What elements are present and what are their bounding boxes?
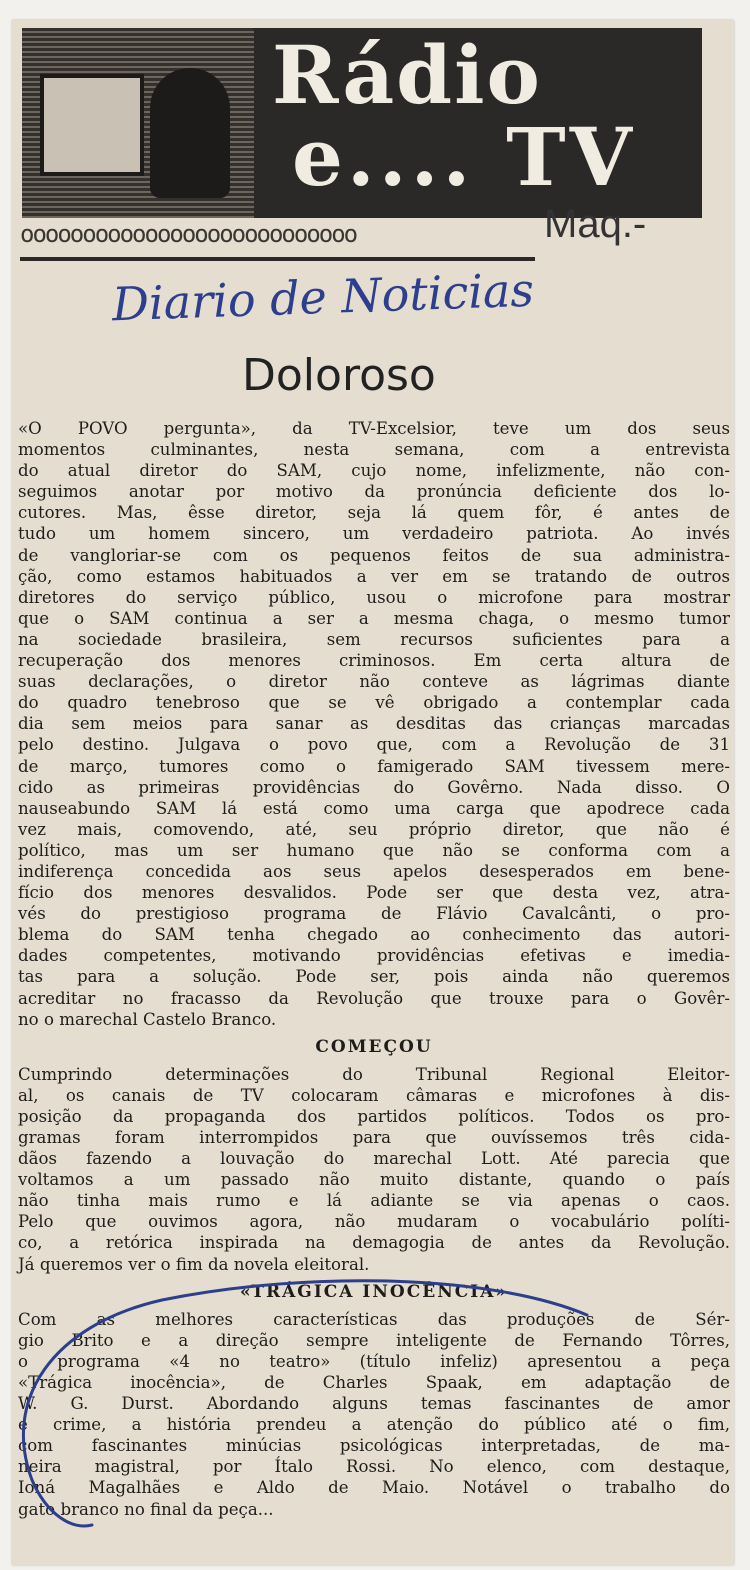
headline: Doloroso [242, 350, 436, 401]
handwritten-maq-note: Maq.- [544, 202, 647, 246]
decorative-border: ooooooooooooooooooooooooooo [20, 220, 357, 248]
text-line: voltamos a um passado não muito distante, quando o país [18, 1170, 730, 1190]
text-line: co, a retórica inspirada na demagogia de antes da Revolução. [18, 1233, 730, 1253]
text-line: gio Brito e a direção sempre inteligente de Fernando Tôrres, [18, 1330, 730, 1350]
text-line: momentos culminantes, nesta semana, com a entrevista [18, 440, 730, 460]
masthead [22, 28, 702, 218]
text-line: fício dos menores desvalidos. Pode ser que desta vez, atra- [18, 883, 730, 903]
text-line: vez mais, comovendo, até, seu próprio diretor, que não é [18, 819, 730, 839]
text-line: Ioná Magalhães e Aldo de Maio. Notável o trabalho do [18, 1478, 730, 1498]
text-line: pelo destino. Julgava o povo que, com a Revolução de 31 [18, 735, 730, 755]
text-line: tudo um homem sincero, um verdadeiro patriota. Ao invés [18, 524, 730, 544]
masthead-photo [22, 28, 254, 218]
text-line: dia sem meios para sanar as desditas das crianças marcadas [18, 714, 730, 734]
text-line: posição da propaganda dos partidos políticos. Todos os pro- [18, 1106, 730, 1126]
text-line: cutores. Mas, êsse diretor, seja lá quem fôr, é antes de [18, 503, 730, 523]
text-line: al, os canais de TV colocaram câmaras e microfones à dis- [18, 1085, 730, 1105]
text-line: dades competentes, motivando providências efetivas e imedia- [18, 946, 730, 966]
text-line: diretores do serviço público, usou o microfone para mostrar [18, 587, 730, 607]
intro-paragraph [18, 418, 730, 1030]
text-line: vés do prestigioso programa de Flávio Cavalcânti, o pro- [18, 904, 730, 924]
masthead-title-line2: e.... TV [292, 110, 636, 204]
article-body [18, 418, 730, 1520]
text-line: seguimos anotar por motivo da pronúncia deficiente dos lo- [18, 482, 730, 502]
text-line: que o SAM continua a ser a mesma chaga, o mesmo tumor [18, 608, 730, 628]
text-line: e crime, a história prendeu a atenção do público até o fim, [18, 1415, 730, 1435]
section-title-comecou: COMEÇOU [315, 1036, 433, 1057]
section1-paragraph [18, 1064, 730, 1275]
masthead-title-line1: Rádio [272, 28, 542, 122]
text-line: gato branco no final da peça... [18, 1499, 274, 1519]
text-line: o programa «4 no teatro» (título infeliz) apresentou a peça [18, 1351, 730, 1371]
section-title-tragica-inocencia: «TRÁGICA INOCÊNCIA» [239, 1281, 509, 1302]
handwritten-source-note: Diario de Noticias [111, 262, 535, 332]
text-line: na sociedade brasileira, sem recursos suficientes para a [18, 629, 730, 649]
text-line: de vangloriar-se com os pequenos feitos de sua administra- [18, 545, 730, 565]
text-line: Cumprindo determinações do Tribunal Regional Eleitor- [18, 1064, 730, 1084]
text-line: tas para a solução. Pode ser, pois ainda não queremos [18, 967, 730, 987]
text-line: «Trágica inocência», de Charles Spaak, em adaptação de [18, 1372, 730, 1392]
person-image [150, 68, 230, 198]
text-line: W. G. Durst. Abordando alguns temas fascinantes de amor [18, 1394, 730, 1414]
text-line: gramas foram interrompidos para que ouvíssemos três cida- [18, 1128, 730, 1147]
text-line: acreditar no fracasso da Revolução que trouxe para o Govêr- [18, 988, 730, 1008]
text-line: político, mas um ser humano que não se conforma com a [18, 840, 730, 860]
section2-paragraph [18, 1309, 730, 1520]
text-line: indiferença concedida aos seus apelos desesperados em bene- [18, 861, 730, 881]
text-line: Com as melhores características das produções de Sér- [18, 1309, 730, 1329]
text-line: no o marechal Castelo Branco. [18, 1009, 277, 1029]
text-line: dãos fazendo a louvação do marechal Lott. Até parecia que [18, 1149, 730, 1169]
divider [20, 257, 535, 261]
text-line: cido as primeiras providências do Govêrno. Nada disso. O [18, 777, 730, 797]
text-line: nauseabundo SAM lá está como uma carga que apodrece cada [18, 798, 730, 818]
masthead-title [272, 28, 692, 204]
text-line: de março, tumores como o famigerado SAM tivessem mere- [18, 756, 730, 776]
text-line: recuperação dos menores criminosos. Em certa altura de [18, 651, 730, 671]
text-line: Pelo que ouvimos agora, não mudaram o vocabulário políti- [18, 1212, 730, 1232]
text-line: blema do SAM tenha chegado ao conhecimento das autori- [18, 925, 730, 945]
text-line: suas declarações, o diretor não conteve as lágrimas diante [18, 672, 730, 692]
text-line: com fascinantes minúcias psicológicas interpretadas, de ma- [18, 1436, 730, 1456]
text-line: neira magistral, por Ítalo Rossi. No elenco, com destaque, [18, 1457, 730, 1477]
text-line: ção, como estamos habituados a ver em se tratando de outros [18, 566, 730, 586]
text-line: Já queremos ver o fim da novela eleitoral. [18, 1254, 370, 1274]
text-line: do quadro tenebroso que se vê obrigado a contemplar cada [18, 693, 730, 713]
tv-set-image [40, 74, 144, 176]
text-line: não tinha mais rumo e lá adiante se via apenas o caos. [18, 1191, 730, 1211]
newspaper-clipping [12, 20, 734, 1565]
text-line: «O POVO pergunta», da TV-Excelsior, teve um dos seus [18, 419, 730, 438]
text-line: do atual diretor do SAM, cujo nome, infelizmente, não con- [18, 461, 730, 481]
